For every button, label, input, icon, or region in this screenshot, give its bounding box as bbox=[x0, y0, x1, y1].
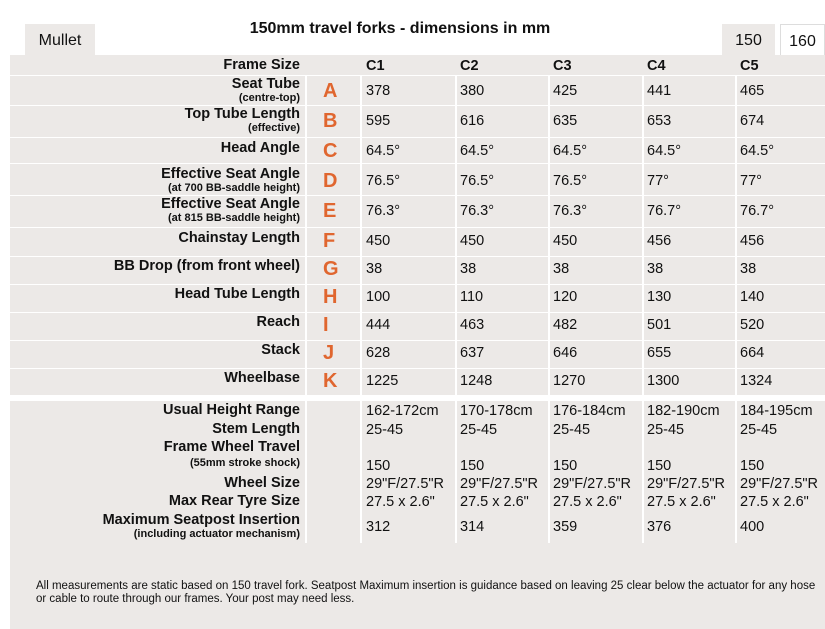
row-divider bbox=[10, 195, 825, 196]
dimension-letter: I bbox=[323, 314, 329, 336]
value-cell: 76.7° bbox=[740, 202, 775, 219]
dimension-letter: D bbox=[323, 170, 338, 192]
column-header: C1 bbox=[366, 57, 385, 74]
row-divider bbox=[10, 312, 825, 313]
table-row bbox=[10, 512, 825, 542]
row-label-cell bbox=[10, 57, 300, 73]
value-cell: 27.5 x 2.6" bbox=[740, 493, 809, 510]
value-cell: 465 bbox=[740, 82, 765, 99]
table-row bbox=[10, 493, 825, 511]
dimension-letter: G bbox=[323, 258, 339, 280]
value-cell: 27.5 x 2.6" bbox=[647, 493, 716, 510]
row-label-cell bbox=[10, 196, 300, 224]
footnote: All measurements are static based on 150 travel fork. Seatpost Maximum insertion is guidance based on leaving 25 clear below the actuator for any hose or cable to route through our frames. Your post may need less. bbox=[36, 580, 816, 605]
value-cell: 441 bbox=[647, 82, 672, 99]
table-row bbox=[10, 457, 825, 475]
value-cell: 38 bbox=[647, 260, 664, 277]
tab-mullet[interactable]: Mullet bbox=[25, 24, 95, 57]
row-label: Reach bbox=[256, 314, 300, 330]
value-cell: 64.5° bbox=[366, 142, 401, 159]
value-cell: 29"F/27.5"R bbox=[647, 475, 726, 492]
value-cell: 456 bbox=[740, 232, 765, 249]
value-cell: 674 bbox=[740, 112, 765, 129]
row-label-cell bbox=[10, 512, 300, 540]
row-label: BB Drop (from front wheel) bbox=[113, 258, 300, 274]
row-divider bbox=[10, 256, 825, 257]
value-cell: 64.5° bbox=[460, 142, 495, 159]
value-cell: 378 bbox=[366, 82, 391, 99]
value-cell: 64.5° bbox=[553, 142, 588, 159]
row-label: Wheel Size bbox=[224, 475, 300, 491]
value-cell: 25-45 bbox=[553, 421, 591, 438]
value-cell: 1248 bbox=[460, 372, 493, 389]
value-cell: 182-190cm bbox=[647, 402, 720, 419]
row-sublabel: (effective) bbox=[248, 122, 300, 134]
value-cell: 76.5° bbox=[366, 172, 401, 189]
row-label-cell bbox=[10, 258, 300, 274]
value-cell: 628 bbox=[366, 344, 391, 361]
value-cell: 29"F/27.5"R bbox=[740, 475, 819, 492]
value-cell: 1225 bbox=[366, 372, 399, 389]
dimension-letter: C bbox=[323, 140, 338, 162]
value-cell: 25-45 bbox=[366, 421, 404, 438]
value-cell: 77° bbox=[647, 172, 669, 189]
row-label: Max Rear Tyre Size bbox=[168, 493, 300, 509]
value-cell: 376 bbox=[647, 518, 672, 535]
row-sublabel: (at 815 BB-saddle height) bbox=[167, 212, 300, 224]
table-row bbox=[10, 402, 825, 420]
value-cell: 184-195cm bbox=[740, 402, 813, 419]
row-divider bbox=[10, 340, 825, 341]
table-row bbox=[10, 421, 825, 439]
row-divider bbox=[10, 105, 825, 106]
row-label: Stack bbox=[261, 342, 300, 358]
column-divider bbox=[305, 75, 307, 543]
dimension-letter: F bbox=[323, 230, 336, 252]
value-cell: 38 bbox=[553, 260, 570, 277]
value-cell: 76.3° bbox=[553, 202, 588, 219]
value-cell: 655 bbox=[647, 344, 672, 361]
table-row bbox=[10, 196, 825, 226]
value-cell: 38 bbox=[740, 260, 757, 277]
table-row bbox=[10, 230, 825, 252]
row-label-cell bbox=[10, 439, 300, 455]
row-sublabel: (centre-top) bbox=[238, 92, 300, 104]
value-cell: 450 bbox=[460, 232, 485, 249]
row-divider bbox=[10, 75, 825, 76]
row-divider bbox=[10, 227, 825, 228]
dimension-letter: H bbox=[323, 286, 338, 308]
value-cell: 38 bbox=[366, 260, 383, 277]
value-cell: 64.5° bbox=[740, 142, 775, 159]
row-label: Wheelbase bbox=[224, 370, 300, 386]
row-label-cell bbox=[10, 314, 300, 330]
value-cell: 380 bbox=[460, 82, 485, 99]
column-header: C3 bbox=[553, 57, 572, 74]
row-label: Effective Seat Angle bbox=[161, 196, 300, 212]
row-divider bbox=[10, 137, 825, 138]
value-cell: 150 bbox=[740, 457, 765, 474]
row-label-cell bbox=[10, 342, 300, 358]
value-cell: 77° bbox=[740, 172, 762, 189]
value-cell: 425 bbox=[553, 82, 578, 99]
row-label-cell bbox=[10, 76, 300, 104]
row-label: Usual Height Range bbox=[163, 402, 300, 418]
row-label-cell bbox=[10, 493, 300, 509]
value-cell: 162-172cm bbox=[366, 402, 439, 419]
dimension-letter: K bbox=[323, 370, 338, 392]
value-cell: 100 bbox=[366, 288, 391, 305]
value-cell: 653 bbox=[647, 112, 672, 129]
table-row bbox=[10, 166, 825, 196]
dimension-letter: E bbox=[323, 200, 337, 222]
row-label-cell bbox=[10, 475, 300, 491]
column-divider bbox=[360, 75, 362, 543]
row-label-cell bbox=[10, 106, 300, 134]
value-cell: 400 bbox=[740, 518, 765, 535]
table-row bbox=[10, 140, 825, 162]
table-row bbox=[10, 342, 825, 364]
table-row bbox=[10, 475, 825, 493]
row-label-cell bbox=[10, 421, 300, 437]
table-row bbox=[10, 106, 825, 136]
table-row bbox=[10, 439, 825, 457]
section-divider bbox=[10, 395, 825, 401]
column-header: C5 bbox=[740, 57, 759, 74]
row-label: Frame Wheel Travel bbox=[163, 439, 300, 455]
value-cell: 150 bbox=[460, 457, 485, 474]
value-cell: 646 bbox=[553, 344, 578, 361]
value-cell: 616 bbox=[460, 112, 485, 129]
value-cell: 463 bbox=[460, 316, 485, 333]
value-cell: 444 bbox=[366, 316, 391, 333]
value-cell: 120 bbox=[553, 288, 578, 305]
row-divider bbox=[10, 368, 825, 369]
column-divider bbox=[548, 75, 550, 543]
value-cell: 140 bbox=[740, 288, 765, 305]
value-cell: 25-45 bbox=[460, 421, 498, 438]
value-cell: 1324 bbox=[740, 372, 773, 389]
value-cell: 76.7° bbox=[647, 202, 682, 219]
row-sublabel: (55mm stroke shock) bbox=[189, 457, 300, 469]
value-cell: 637 bbox=[460, 344, 485, 361]
value-cell: 25-45 bbox=[740, 421, 778, 438]
value-cell: 664 bbox=[740, 344, 765, 361]
value-cell: 76.3° bbox=[460, 202, 495, 219]
value-cell: 595 bbox=[366, 112, 391, 129]
value-cell: 501 bbox=[647, 316, 672, 333]
row-label-cell bbox=[10, 166, 300, 194]
value-cell: 76.3° bbox=[366, 202, 401, 219]
value-cell: 27.5 x 2.6" bbox=[460, 493, 529, 510]
row-label: Head Angle bbox=[220, 140, 300, 156]
value-cell: 29"F/27.5"R bbox=[366, 475, 445, 492]
value-cell: 25-45 bbox=[647, 421, 685, 438]
value-cell: 110 bbox=[460, 288, 484, 305]
value-cell: 130 bbox=[647, 288, 672, 305]
value-cell: 314 bbox=[460, 518, 485, 535]
row-label: Top Tube Length bbox=[184, 106, 300, 122]
row-divider bbox=[10, 163, 825, 164]
column-header: C2 bbox=[460, 57, 479, 74]
value-cell: 76.5° bbox=[553, 172, 588, 189]
value-cell: 29"F/27.5"R bbox=[460, 475, 539, 492]
row-label: Seat Tube bbox=[231, 76, 300, 92]
table-row bbox=[10, 370, 825, 392]
row-label-cell bbox=[10, 370, 300, 386]
row-label-cell bbox=[10, 140, 300, 156]
value-cell: 1300 bbox=[647, 372, 680, 389]
column-header: C4 bbox=[647, 57, 666, 74]
tab-160[interactable]: 160 bbox=[780, 24, 825, 57]
row-label: Stem Length bbox=[212, 421, 300, 437]
value-cell: 27.5 x 2.6" bbox=[553, 493, 622, 510]
value-cell: 176-184cm bbox=[553, 402, 626, 419]
value-cell: 29"F/27.5"R bbox=[553, 475, 632, 492]
table-row bbox=[10, 258, 825, 280]
row-label-cell bbox=[10, 230, 300, 246]
row-sublabel: (including actuator mechanism) bbox=[133, 528, 300, 540]
row-sublabel: (at 700 BB-saddle height) bbox=[167, 182, 300, 194]
row-label: Frame Size bbox=[223, 57, 300, 73]
page-title: 150mm travel forks - dimensions in mm bbox=[249, 20, 551, 37]
header-row bbox=[10, 57, 825, 75]
value-cell: 27.5 x 2.6" bbox=[366, 493, 435, 510]
row-label-cell bbox=[10, 286, 300, 302]
value-cell: 482 bbox=[553, 316, 578, 333]
value-cell: 1270 bbox=[553, 372, 586, 389]
value-cell: 150 bbox=[553, 457, 578, 474]
row-label: Head Tube Length bbox=[174, 286, 300, 302]
value-cell: 150 bbox=[647, 457, 672, 474]
table-row bbox=[10, 76, 825, 106]
dimension-letter: B bbox=[323, 110, 338, 132]
column-divider bbox=[455, 75, 457, 543]
row-label-cell bbox=[10, 457, 300, 469]
table-row bbox=[10, 314, 825, 336]
value-cell: 312 bbox=[366, 518, 391, 535]
value-cell: 635 bbox=[553, 112, 578, 129]
value-cell: 150 bbox=[366, 457, 391, 474]
value-cell: 456 bbox=[647, 232, 672, 249]
row-label: Maximum Seatpost Insertion bbox=[102, 512, 300, 528]
value-cell: 520 bbox=[740, 316, 765, 333]
value-cell: 359 bbox=[553, 518, 578, 535]
column-divider bbox=[642, 75, 644, 543]
row-label: Chainstay Length bbox=[178, 230, 300, 246]
value-cell: 76.5° bbox=[460, 172, 495, 189]
value-cell: 450 bbox=[553, 232, 578, 249]
value-cell: 64.5° bbox=[647, 142, 682, 159]
value-cell: 38 bbox=[460, 260, 477, 277]
tab-150[interactable]: 150 bbox=[722, 24, 775, 57]
table-row bbox=[10, 286, 825, 308]
column-divider bbox=[735, 75, 737, 543]
row-label-cell bbox=[10, 402, 300, 418]
value-cell: 170-178cm bbox=[460, 402, 533, 419]
row-label: Effective Seat Angle bbox=[161, 166, 300, 182]
dimension-letter: A bbox=[323, 80, 338, 102]
row-divider bbox=[10, 284, 825, 285]
dimension-letter: J bbox=[323, 342, 335, 364]
value-cell: 450 bbox=[366, 232, 391, 249]
